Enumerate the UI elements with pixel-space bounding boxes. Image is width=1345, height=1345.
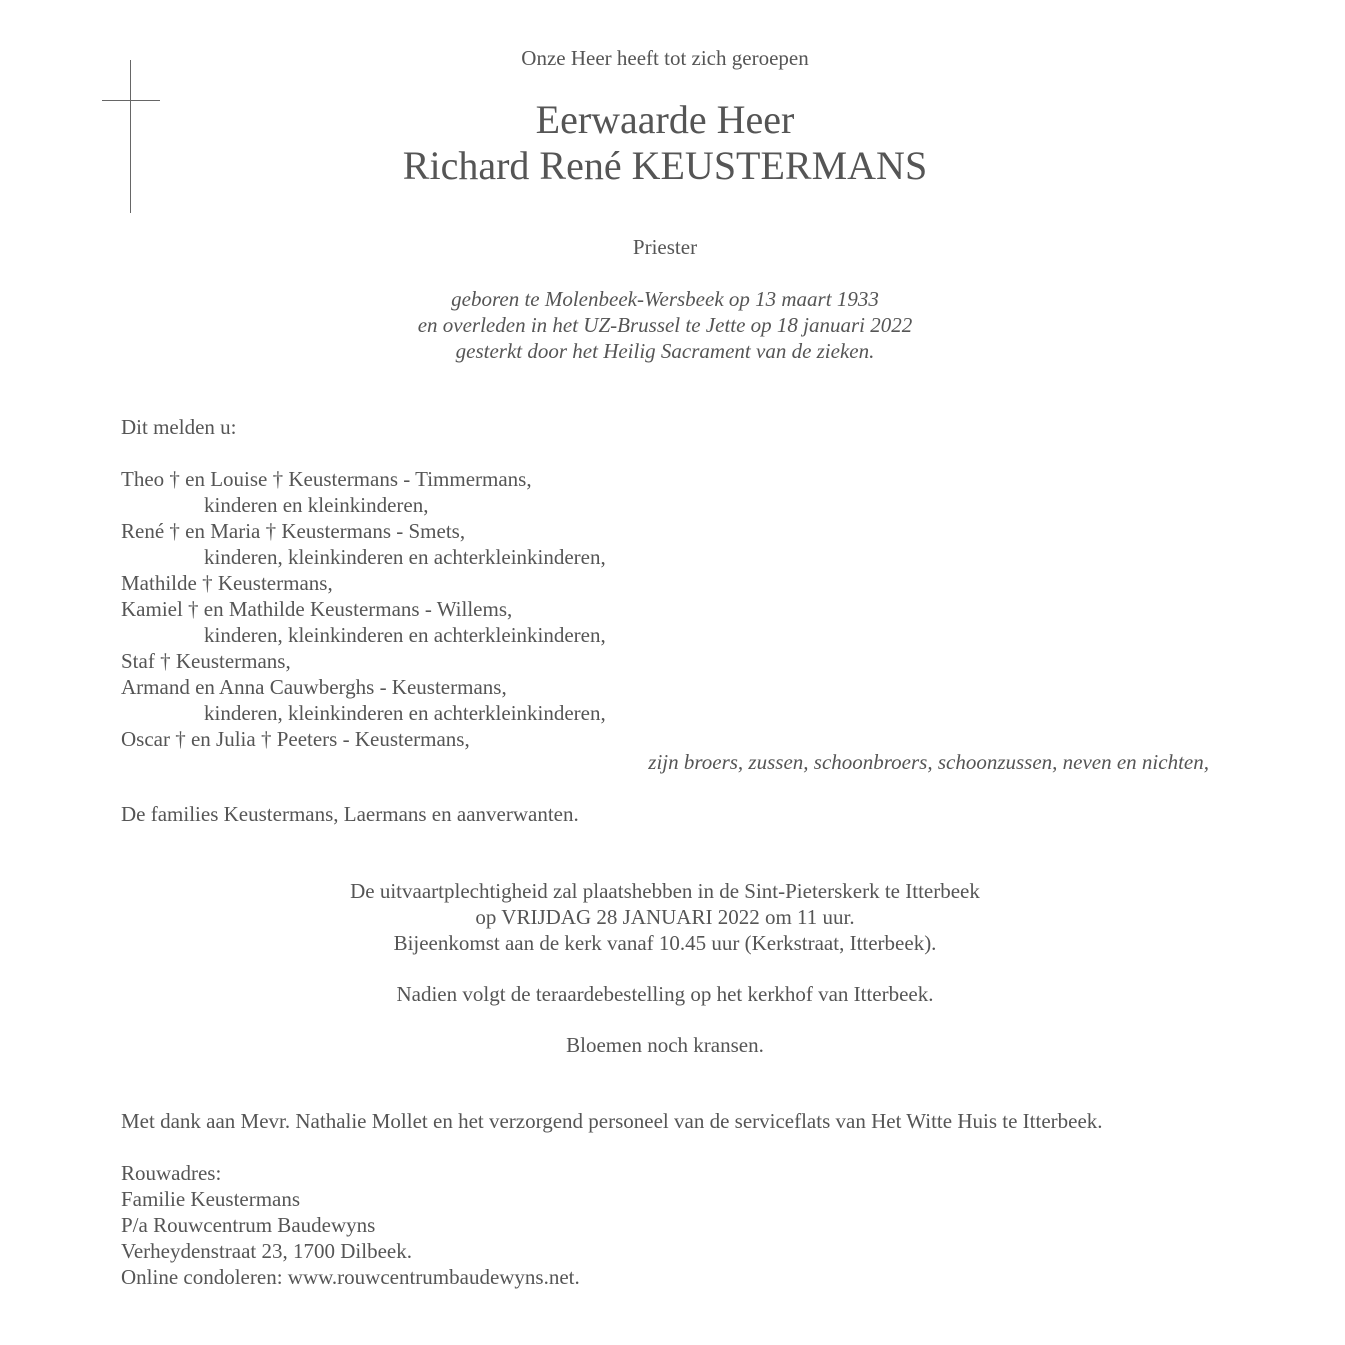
intro-text: Onze Heer heeft tot zich geroepen [521, 46, 809, 70]
announcement-intro: Dit melden u: [121, 415, 237, 439]
address-street: Verheydenstraat 23, 1700 Dilbeek. [121, 1239, 412, 1263]
funeral-block [0, 878, 1330, 956]
flowers-line: Bloemen noch kransen. [566, 1033, 764, 1057]
funeral-gathering-line: Bijeenkomst aan de kerk vanaf 10.45 uur (Kerkstraat, Itterbeek). [393, 931, 937, 955]
address-block [121, 1160, 580, 1290]
sacrament-line: gesterkt door het Heilig Sacrament van de zieken. [455, 339, 875, 363]
title-line: Eerwaarde Heer [535, 97, 795, 142]
address-online: Online condoleren: www.rouwcentrumbaudewyns.net. [121, 1265, 580, 1289]
funeral-date-line: op VRIJDAG 28 JANUARI 2022 om 11 uur. [475, 905, 855, 929]
deceased-name: Richard René KEUSTERMANS [402, 143, 928, 188]
family-descendants-line: kinderen, kleinkinderen en achterkleinkinderen, [204, 545, 606, 569]
death-line: en overleden in het UZ-Brussel te Jette op 18 januari 2022 [417, 313, 913, 337]
families-line: De families Keustermans, Laermans en aanverwanten. [121, 802, 579, 826]
family-member-line: Kamiel † en Mathilde Keustermans - Willems, [121, 597, 513, 621]
burial-line: Nadien volgt de teraardebestelling op het kerkhof van Itterbeek. [396, 982, 934, 1006]
profession: Priester [632, 235, 698, 259]
family-member-line: Theo † en Louise † Keustermans - Timmermans, [121, 467, 532, 491]
family-descendants-line: kinderen, kleinkinderen en achterkleinkinderen, [204, 623, 606, 647]
family-list [121, 466, 606, 752]
birth-death-block [0, 286, 1330, 364]
address-family: Familie Keustermans [121, 1187, 301, 1211]
birth-line: geboren te Molenbeek-Wersbeek op 13 maart 1933 [451, 287, 879, 311]
family-descendants-line: kinderen, kleinkinderen en achterkleinkinderen, [204, 701, 606, 725]
thanks-line: Met dank aan Mevr. Nathalie Mollet en het verzorgend personeel van de serviceflats van Het Witte Huis te Itterbeek. [121, 1109, 1103, 1133]
address-heading: Rouwadres: [121, 1161, 222, 1185]
family-member-line: Armand en Anna Cauwberghs - Keustermans, [121, 675, 507, 699]
relations-line: zijn broers, zussen, schoonbroers, schoonzussen, neven en nichten, [648, 750, 1209, 774]
family-member-line: René † en Maria † Keustermans - Smets, [121, 519, 466, 543]
address-care-of: P/a Rouwcentrum Baudewyns [121, 1213, 376, 1237]
family-member-line: Staf † Keustermans, [121, 649, 291, 673]
family-member-line: Oscar † en Julia † Peeters - Keustermans, [121, 727, 470, 751]
family-member-line: Mathilde † Keustermans, [121, 571, 333, 595]
family-descendants-line: kinderen en kleinkinderen, [204, 493, 429, 517]
funeral-church-line: De uitvaartplechtigheid zal plaatshebben in de Sint-Pieterskerk te Itterbeek [350, 879, 980, 903]
